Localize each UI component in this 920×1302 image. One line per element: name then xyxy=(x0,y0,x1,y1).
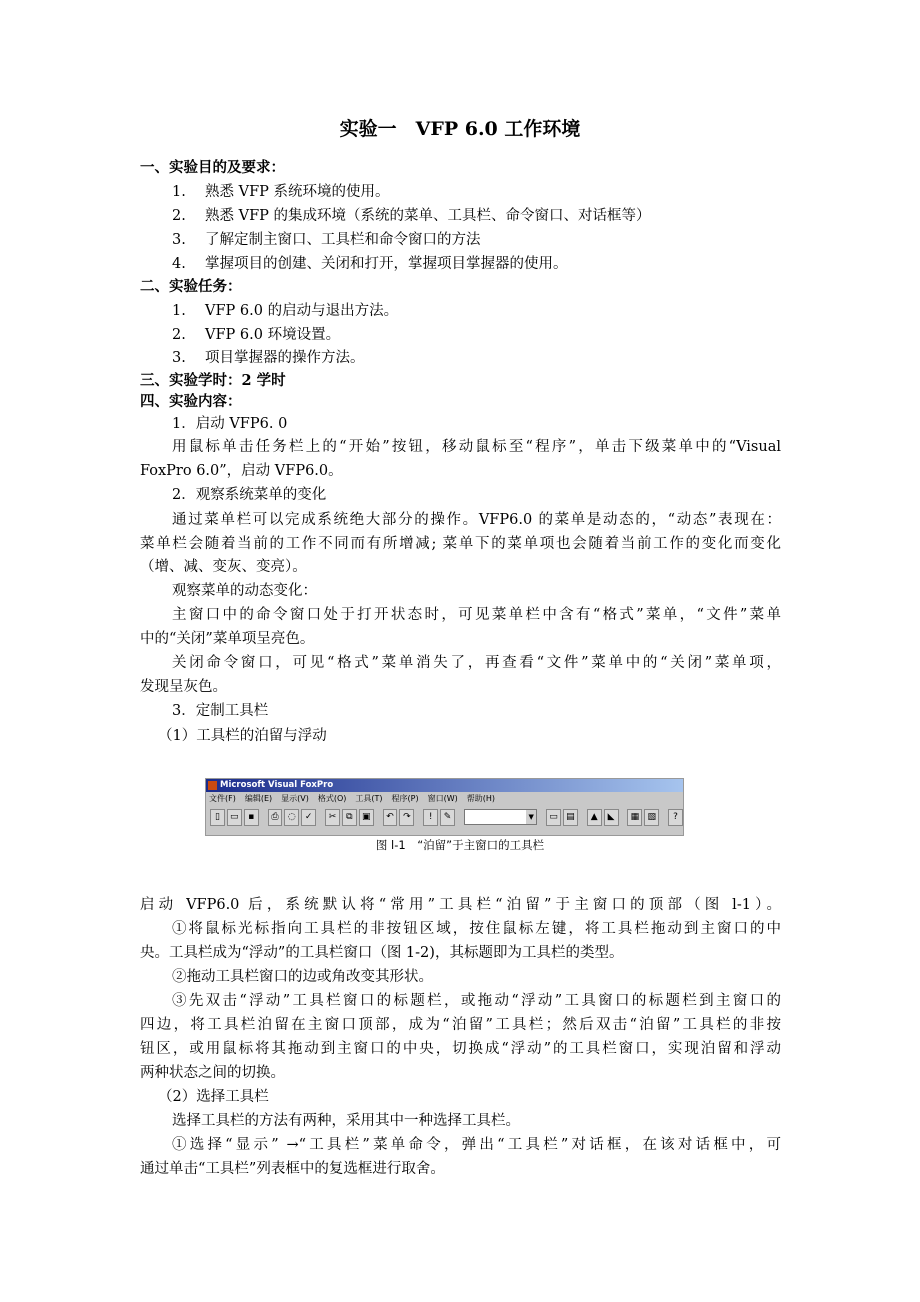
item-text: VFP 6.0 环境设置。 xyxy=(205,327,341,343)
run-icon: ! xyxy=(423,809,438,826)
database-combo xyxy=(464,809,537,825)
paragraph-line: 四边，将工具栏泊留在主窗口顶部，成为“泊留”工具栏；然后双击“泊留”工具栏的非按 xyxy=(140,1017,781,1033)
foxpro-logo-icon xyxy=(208,781,217,790)
paragraph-line: （增、减、变灰、变亮）。 xyxy=(140,559,307,575)
paragraph-line: ③先双击“浮动”工具栏窗口的标题栏，或拖动“浮动”工具窗口的标题栏到主窗口的 xyxy=(172,993,781,1009)
list-item xyxy=(172,348,781,368)
page-title: 实验一 VFP 6.0 工作环境 xyxy=(339,118,581,140)
modify-form-icon: ✎ xyxy=(440,809,455,826)
paragraph-line: 发现呈灰色。 xyxy=(140,679,227,695)
new-icon: ▯ xyxy=(210,809,225,826)
window-title: Microsoft Visual FoxPro xyxy=(220,780,334,790)
item-number: 1. xyxy=(172,184,186,200)
autoreport-icon: ▧ xyxy=(644,809,659,826)
paragraph-line: 通过单击“工具栏”列表框中的复选框进行取舍。 xyxy=(140,1161,445,1177)
paragraph-line: 中的“关闭”菜单项呈亮色。 xyxy=(140,631,315,647)
paragraph-line: FoxPro 6.0”，启动 VFP6.0。 xyxy=(140,463,343,479)
list-item xyxy=(172,254,781,274)
item-number: 2. xyxy=(172,327,186,343)
subheading: （1）工具栏的泊留与浮动 xyxy=(158,728,327,744)
item-number: 2. xyxy=(172,208,186,224)
form-wizard-icon: ▲ xyxy=(587,809,602,826)
command-window-icon: ▭ xyxy=(546,809,561,826)
item-number: 3. xyxy=(172,350,186,366)
autoform-icon: ▦ xyxy=(627,809,642,826)
view-window-icon: ▤ xyxy=(563,809,578,826)
paragraph-line: 用鼠标单击任务栏上的“开始”按钮，移动鼠标至“程序”，单击下级菜单中的“Visual xyxy=(172,439,781,455)
list-item xyxy=(172,206,781,226)
item-text: 项目掌握器的操作方法。 xyxy=(205,350,365,366)
paste-icon: ▣ xyxy=(359,809,374,826)
menu-window: 窗口(W) xyxy=(427,794,458,803)
paragraph-line: 菜单栏会随着当前的工作不同而有所增减; 菜单下的菜单项也会随着当前工作的变化而变化 xyxy=(140,536,781,552)
paragraph-line: 钮区，或用鼠标将其拖动到主窗口的中央，切换成“浮动”的工具栏窗口，实现泊留和浮动 xyxy=(140,1041,781,1057)
subheading: （2）选择工具栏 xyxy=(158,1089,269,1105)
subheading: 1．启动 VFP6. 0 xyxy=(172,416,288,432)
paragraph-line: ②拖动工具栏窗口的边或角改变其形状。 xyxy=(172,969,433,985)
help-icon: ? xyxy=(668,809,683,826)
report-wizard-icon: ◣ xyxy=(604,809,619,826)
spellcheck-icon: ✓ xyxy=(301,809,316,826)
chevron-down-icon: ▼ xyxy=(526,810,536,824)
paragraph-line: 选择工具栏的方法有两种，采用其中一种选择工具栏。 xyxy=(172,1113,520,1129)
menu-bar xyxy=(206,792,683,806)
cut-icon: ✂ xyxy=(325,809,340,826)
menu-view: 显示(V) xyxy=(281,794,309,803)
item-text: 掌握项目的创建、关闭和打开，掌握项目掌握器的使用。 xyxy=(205,256,568,272)
list-item xyxy=(172,301,781,321)
print-icon: ⎙ xyxy=(268,809,283,826)
paragraph-line: ①选择“显示” →“工具栏”菜单命令，弹出“工具栏”对话框，在该对话框中，可 xyxy=(172,1137,781,1153)
standard-toolbar xyxy=(206,806,683,828)
paragraph-line: 启动 VFP6.0 后，系统默认将“常用”工具栏“泊留”于主窗口的顶部（图 l-1）。 xyxy=(140,897,781,913)
item-number: 1. xyxy=(172,303,186,319)
paragraph-line: 观察菜单的动态变化： xyxy=(172,583,317,599)
undo-icon: ↶ xyxy=(383,809,398,826)
section-heading: 三、实验学时：2 学时 xyxy=(140,372,286,389)
list-item xyxy=(172,230,781,250)
list-item xyxy=(172,182,781,202)
paragraph-line: 央。工具栏成为“浮动”的工具栏窗口（图 1-2)，其标题即为工具栏的类型。 xyxy=(140,945,624,961)
menu-edit: 编辑(E) xyxy=(244,794,273,803)
section-heading: 二、实验任务： xyxy=(140,278,242,295)
vfp-toolbar-figure xyxy=(205,778,684,836)
subheading: 3．定制工具栏 xyxy=(172,703,269,719)
section-heading: 一、实验目的及要求： xyxy=(140,159,285,176)
menu-file: 文件(F) xyxy=(209,794,236,803)
preview-icon: ◌ xyxy=(284,809,299,826)
item-text: 熟悉 VFP 系统环境的使用。 xyxy=(205,184,390,200)
item-text: VFP 6.0 的启动与退出方法。 xyxy=(205,303,399,319)
paragraph-line: 主窗口中的命令窗口处于打开状态时，可见菜单栏中含有“格式”菜单，“文件”菜单 xyxy=(172,607,781,623)
copy-icon: ⧉ xyxy=(342,809,357,826)
window-titlebar xyxy=(206,779,683,792)
section-heading: 四、实验内容： xyxy=(140,393,242,410)
paragraph-line: ①将鼠标光标指向工具栏的非按钮区域，按住鼠标左键，将工具栏拖动到主窗口的中 xyxy=(172,921,781,937)
paragraph-line: 通过菜单栏可以完成系统绝大部分的操作。VFP6.0 的菜单是动态的，“动态”表现在： xyxy=(172,512,781,528)
item-number: 3. xyxy=(172,232,186,248)
paragraph-line: 两种状态之间的切换。 xyxy=(140,1065,285,1081)
item-text: 了解定制主窗口、工具栏和命令窗口的方法 xyxy=(205,232,481,248)
item-number: 4. xyxy=(172,256,186,272)
open-icon: ▭ xyxy=(227,809,242,826)
save-icon: ▪ xyxy=(244,809,259,826)
menu-help: 帮助(H) xyxy=(466,794,496,803)
menu-program: 程序(P) xyxy=(391,794,419,803)
menu-format: 格式(O) xyxy=(317,794,347,803)
redo-icon: ↷ xyxy=(399,809,414,826)
list-item xyxy=(172,325,781,345)
paragraph-line: 关闭命令窗口，可见“格式”菜单消失了，再查看“文件”菜单中的“关闭”菜单项， xyxy=(172,655,781,671)
subheading: 2．观察系统菜单的变化 xyxy=(172,487,327,503)
item-text: 熟悉 VFP 的集成环境（系统的菜单、工具栏、命令窗口、对话框等） xyxy=(205,208,651,224)
figure-caption: 图 l-1 “泊留”于主窗口的工具栏 xyxy=(375,838,545,852)
menu-tools: 工具(T) xyxy=(355,794,383,803)
